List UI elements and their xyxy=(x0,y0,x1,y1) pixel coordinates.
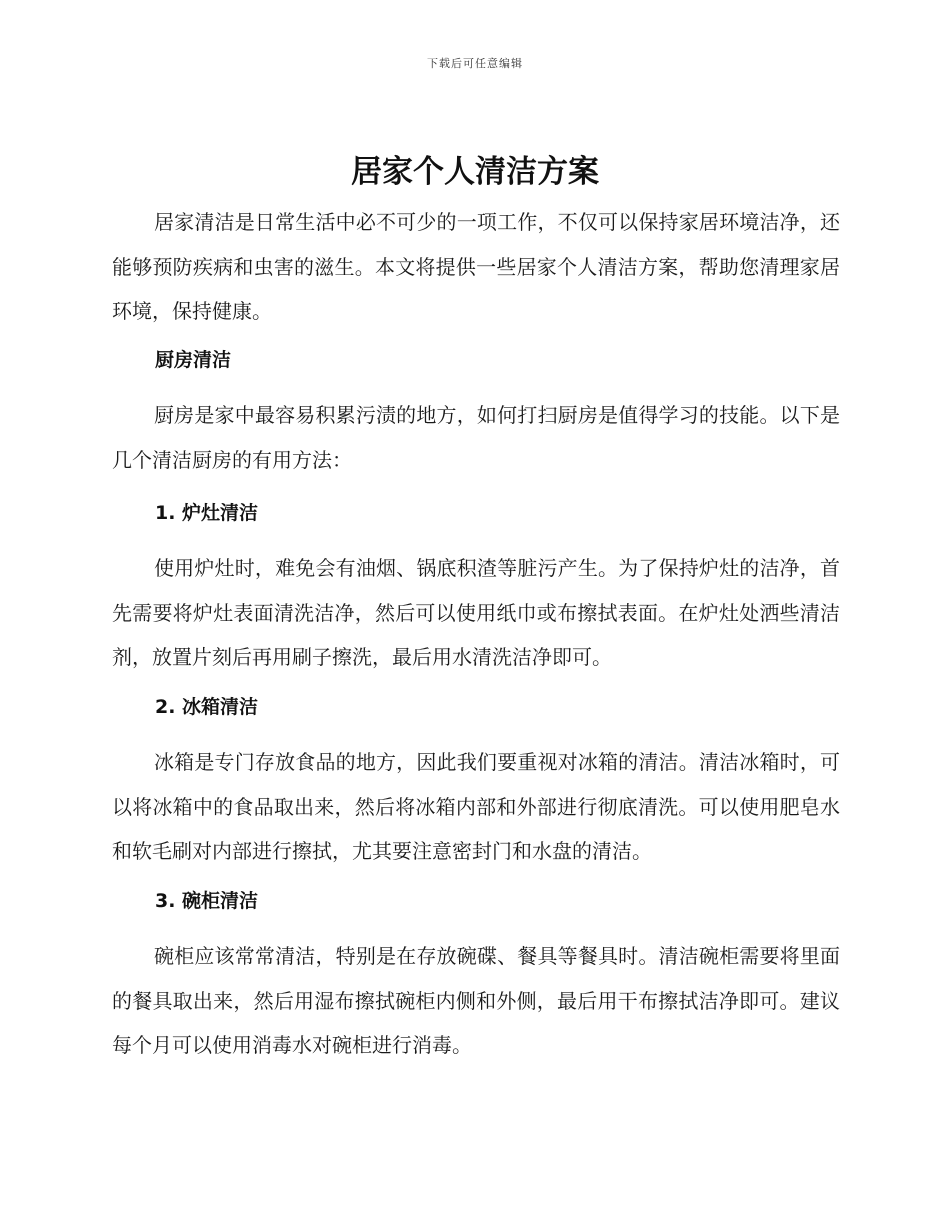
intro-paragraph: 居家清洁是日常生活中必不可少的一项工作，不仅可以保持家居环境洁净，还能够预防疾病和虫害的滋生。本文将提供一些居家个人清洁方案，帮助您清理家居环境，保持健康。 xyxy=(112,210,840,323)
page-title: 居家个人清洁方案 xyxy=(351,154,599,190)
section-heading-stove: 1. 炉灶清洁 xyxy=(155,502,259,524)
header-note: 下载后可任意编辑 xyxy=(427,57,523,70)
section-body-fridge: 冰箱是专门存放食品的地方，因此我们要重视对冰箱的清洁。清洁冰箱时，可以将冰箱中的食品取出来，然后将冰箱内部和外部进行彻底清洗。可以使用肥皂水和软毛刷对内部进行擦拭，尤其要注意密封门和水盘的清洁。 xyxy=(112,750,840,863)
kitchen-heading: 厨房清洁 xyxy=(155,349,232,371)
section-body-stove: 使用炉灶时，难免会有油烟、锅底积渣等脏污产生。为了保持炉灶的洁净，首先需要将炉灶表面清洗洁净，然后可以使用纸巾或布擦拭表面。在炉灶处洒些清洁剂，放置片刻后再用刷子擦洗，最后用水清洗洁净即可。 xyxy=(112,556,840,669)
section-body-cupboard: 碗柜应该常常清洁，特别是在存放碗碟、餐具等餐具时。清洁碗柜需要将里面的餐具取出来，然后用湿布擦拭碗柜内侧和外侧，最后用干布擦拭洁净即可。建议每个月可以使用消毒水对碗柜进行消毒。 xyxy=(112,944,840,1057)
kitchen-intro-paragraph: 厨房是家中最容易积累污渍的地方，如何打扫厨房是值得学习的技能。以下是几个清洁厨房的有用方法： xyxy=(112,403,840,472)
section-heading-cupboard: 3. 碗柜清洁 xyxy=(155,890,259,912)
section-heading-fridge: 2. 冰箱清洁 xyxy=(155,696,259,718)
